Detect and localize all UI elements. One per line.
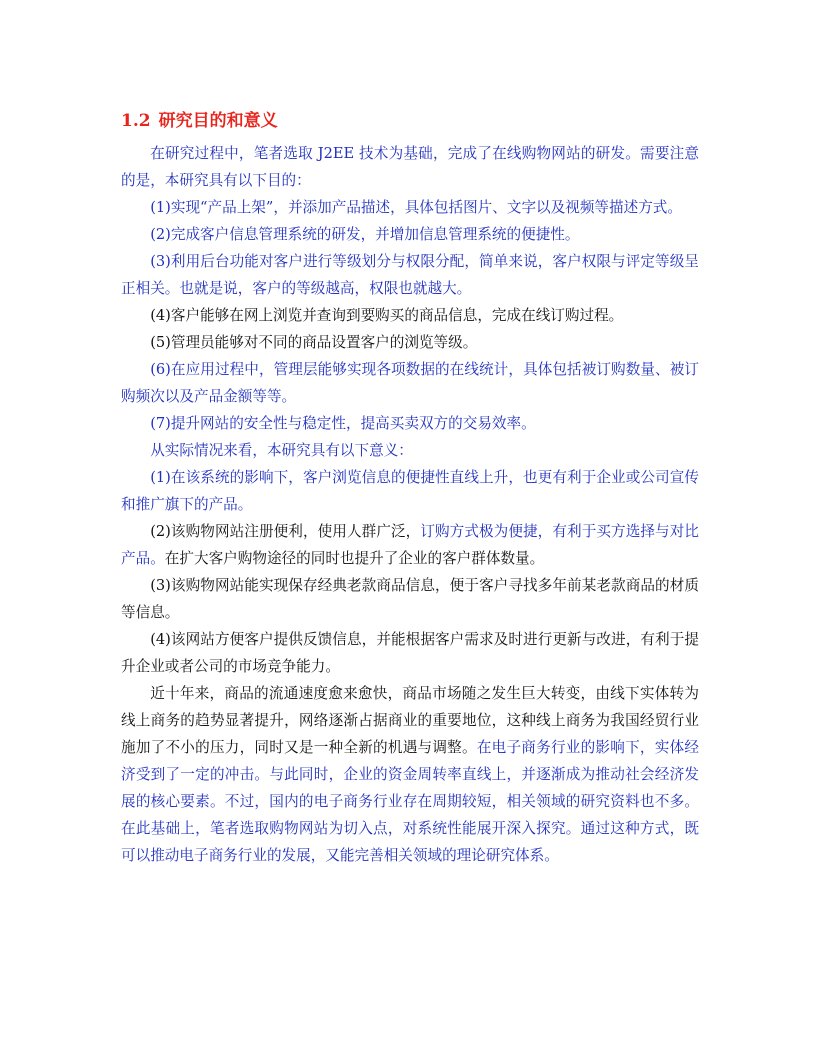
- paragraph-intro: 在研究过程中，笔者选取 J2EE 技术为基础，完成了在线购物网站的研发。需要注意的是，本研究具有以下目的：: [121, 145, 699, 189]
- paragraph-purpose-7: (7)提升网站的安全性与稳定性，提高买卖双方的交易效率。: [150, 415, 536, 432]
- paragraph-significance-3: (3)该购物网站能实现保存经典老款商品信息，便于客户寻找多年前某老款商品的材质等信息。: [121, 577, 699, 621]
- text-segment: 在扩大客户购物途径的同时也提升了企业的客户群体数量。: [164, 550, 545, 567]
- paragraph-purpose-5: (5)管理员能够对不同的商品设置客户的浏览等级。: [150, 334, 478, 351]
- section-number: 1.2: [121, 111, 151, 131]
- text-segment: 近十年来，商品的流通速度愈来愈快，商品市场随之发生巨大转变，由线下实体转为线上商务的趋势显著提升，网络逐渐占据商业的重要地位，这种线上商务为我国经贸行业施加了不小的压力，同时又是一种全新的机遇与调整。: [121, 685, 699, 756]
- section-heading: [121, 108, 699, 134]
- paragraph-significance-2: [121, 518, 699, 572]
- paragraph-significance-1: (1)在该系统的影响下，客户浏览信息的便捷性直线上升，也更有利于企业或公司宣传和推广旗下的产品。: [121, 469, 699, 513]
- paragraph-purpose-6: (6)在应用过程中，管理层能够实现各项数据的在线统计，具体包括被订购数量、被订购频次以及产品金额等等。: [121, 361, 699, 405]
- document-page: [121, 108, 699, 869]
- text-segment: (2)该购物网站注册便利，使用人群广泛，: [150, 523, 421, 540]
- section-title: 研究目的和意义: [158, 111, 278, 131]
- paragraph-purpose-3: (3)利用后台功能对客户进行等级划分与权限分配，简单来说，客户权限与评定等级呈正相关。也就是说，客户的等级越高，权限也就越大。: [121, 253, 699, 297]
- paragraph-significance-intro: 从实际情况来看，本研究具有以下意义：: [150, 442, 413, 459]
- paragraph-purpose-1: (1)实现“产品上架”，并添加产品描述，具体包括图片、文字以及视频等描述方式。: [150, 199, 682, 216]
- paragraph-significance-4: (4)该网站方便客户提供反馈信息，并能根据客户需求及时进行更新与改进，有利于提升企业或者公司的市场竞争能力。: [121, 631, 699, 675]
- paragraph-purpose-4: (4)客户能够在网上浏览并查询到要购买的商品信息，完成在线订购过程。: [150, 307, 624, 324]
- paragraph-background: [121, 680, 699, 869]
- text-segment: 订购方式极为便捷，有利于买方选择与对比产品。: [121, 523, 699, 567]
- text-segment: 在电子商务行业的影响下，实体经济受到了一定的冲击。与此同时，企业的资金周转率直线上，并逐渐成为推动社会经济发展的核心要素。不过，国内的电子商务行业存在周期较短，相关领域的研究资料也不多。在此基础上，笔者选取购物网站为切入点，对系统性能展开深入探究。通过这种方式，既可以推动电子商务行业的发展，又能完善相关领域的理论研究体系。: [121, 739, 699, 864]
- paragraph-purpose-2: (2)完成客户信息管理系统的研发，并增加信息管理系统的便捷性。: [150, 226, 580, 243]
